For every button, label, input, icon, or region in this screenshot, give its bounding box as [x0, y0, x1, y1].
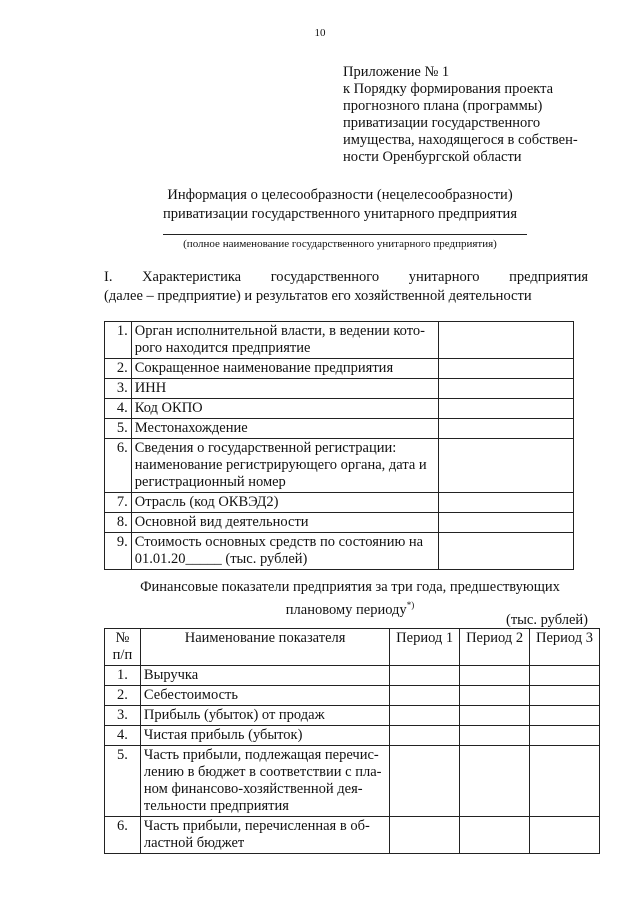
header-period-2: Период 2 [460, 629, 530, 666]
period-cell[interactable] [390, 666, 460, 686]
row-number: 9. [105, 533, 132, 570]
table-row [105, 399, 574, 419]
enterprise-name-blank-line [163, 234, 527, 235]
header-period-1: Период 1 [390, 629, 460, 666]
section-heading-line: I. Характеристика государственного унитарного предприятия [104, 269, 588, 285]
row-number: 3. [105, 706, 141, 726]
period-cell[interactable] [460, 726, 530, 746]
row-number: 5. [105, 746, 141, 817]
row-number: 3. [105, 379, 132, 399]
value-cell[interactable] [439, 533, 574, 570]
row-label: ИНН [131, 379, 438, 399]
period-cell[interactable] [530, 726, 600, 746]
section-heading-line: (далее – предприятие) и результатов его хозяйственной деятельности [104, 288, 532, 304]
row-number: 4. [105, 726, 141, 746]
row-label: Сведения о государственной регистрации: наименование регистрирующего органа, дата и регистрационный номер [131, 439, 438, 493]
appendix-line: ности Оренбургской области [343, 149, 522, 165]
appendix-header [343, 64, 613, 166]
table-row [105, 706, 600, 726]
row-label: Выручка [140, 666, 389, 686]
row-number: 5. [105, 419, 132, 439]
period-cell[interactable] [390, 817, 460, 854]
table-row [105, 322, 574, 359]
row-label: Отрасль (код ОКВЭД2) [131, 493, 438, 513]
row-number: 8. [105, 513, 132, 533]
row-number: 7. [105, 493, 132, 513]
row-number: 2. [105, 686, 141, 706]
period-cell[interactable] [530, 817, 600, 854]
row-label: Часть прибыли, подлежащая перечис- лению в бюджет в соответствии с пла- ном финансово-хозяйственной дея- тельности предприятия [140, 746, 389, 817]
appendix-line: прогнозного плана (программы) [343, 98, 543, 114]
table-row [105, 533, 574, 570]
page-number: 10 [314, 27, 326, 39]
financial-table [104, 628, 600, 854]
row-label: Стоимость основных средств по состоянию на 01.01.20_____ (тыс. рублей) [131, 533, 438, 570]
row-label: Чистая прибыль (убыток) [140, 726, 389, 746]
value-cell[interactable] [439, 399, 574, 419]
table-row [105, 686, 600, 706]
row-label: Местонахождение [131, 419, 438, 439]
row-label: Основной вид деятельности [131, 513, 438, 533]
row-number: 4. [105, 399, 132, 419]
row-label: Орган исполнительной власти, в ведении кото- рого находится предприятие [131, 322, 438, 359]
table-header-row [105, 629, 600, 666]
appendix-line: Приложение № 1 [343, 64, 450, 80]
financial-title-line: Финансовые показатели предприятия за три года, предшествующих [140, 579, 560, 595]
row-number: 2. [105, 359, 132, 379]
value-cell[interactable] [439, 513, 574, 533]
table-row [105, 493, 574, 513]
header-name: Наименование показателя [140, 629, 389, 666]
enterprise-name-caption: (полное наименование государственного унитарного предприятия) [183, 238, 497, 250]
period-cell[interactable] [460, 746, 530, 817]
row-number: 6. [105, 439, 132, 493]
table-row [105, 817, 600, 854]
period-cell[interactable] [530, 686, 600, 706]
value-cell[interactable] [439, 419, 574, 439]
period-cell[interactable] [460, 817, 530, 854]
value-cell[interactable] [439, 493, 574, 513]
section-heading [104, 268, 588, 306]
value-cell[interactable] [439, 359, 574, 379]
value-cell[interactable] [439, 379, 574, 399]
row-label: Код ОКПО [131, 399, 438, 419]
row-label: Прибыль (убыток) от продаж [140, 706, 389, 726]
period-cell[interactable] [530, 706, 600, 726]
period-cell[interactable] [390, 726, 460, 746]
appendix-line: к Порядку формирования проекта [343, 81, 554, 97]
characteristics-table [104, 321, 574, 570]
period-cell[interactable] [390, 686, 460, 706]
period-cell[interactable] [530, 746, 600, 817]
table-row [105, 439, 574, 493]
period-cell[interactable] [390, 706, 460, 726]
table-row [105, 379, 574, 399]
appendix-line: приватизации государственного [343, 115, 541, 131]
table-row [105, 419, 574, 439]
period-cell[interactable] [460, 686, 530, 706]
header-period-3: Период 3 [530, 629, 600, 666]
row-label: Часть прибыли, перечисленная в об- ластной бюджет [140, 817, 389, 854]
row-label: Сокращенное наименование предприятия [131, 359, 438, 379]
value-cell[interactable] [439, 439, 574, 493]
document-title-line: приватизации государственного унитарного предприятия [163, 206, 517, 222]
row-label: Себестоимость [140, 686, 389, 706]
period-cell[interactable] [390, 746, 460, 817]
units-note: (тыс. рублей) [506, 612, 588, 628]
table-row [105, 359, 574, 379]
financial-title-line: плановому периоду*) [285, 600, 415, 618]
appendix-line: имущества, находящегося в собствен- [343, 132, 578, 148]
table-row [105, 746, 600, 817]
row-number: 6. [105, 817, 141, 854]
row-number: 1. [105, 666, 141, 686]
period-cell[interactable] [460, 706, 530, 726]
table-row [105, 513, 574, 533]
row-number: 1. [105, 322, 132, 359]
footnote-mark: *) [406, 600, 415, 610]
document-title [100, 186, 580, 224]
table-row [105, 726, 600, 746]
period-cell[interactable] [530, 666, 600, 686]
document-title-line: Информация о целесообразности (нецелесообразности) [167, 187, 513, 203]
period-cell[interactable] [460, 666, 530, 686]
value-cell[interactable] [439, 322, 574, 359]
header-num: № п/п [105, 629, 141, 666]
table-row [105, 666, 600, 686]
